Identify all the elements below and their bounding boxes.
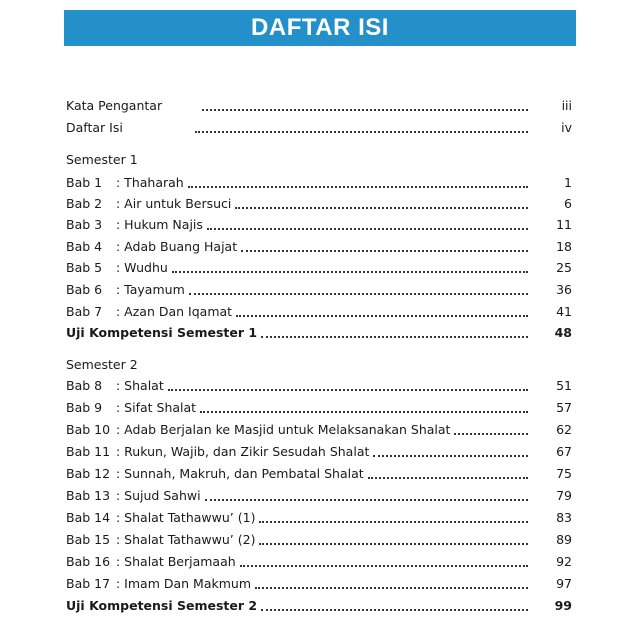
toc-title: Kata Pengantar: [66, 98, 163, 113]
toc-row-bab-8[interactable]: [66, 377, 572, 395]
assessment-title: Uji Kompetensi Semester 1: [66, 325, 258, 340]
chapter-page-number: 92: [556, 554, 572, 569]
dot-leader: [195, 131, 528, 133]
chapter-number: Bab 7: [66, 304, 103, 319]
toc-page-number: iv: [561, 120, 572, 135]
chapter-page-number: 67: [556, 444, 572, 459]
dot-leader: [200, 411, 528, 413]
toc-row-bab-5[interactable]: [66, 259, 572, 277]
dot-leader: [261, 336, 528, 338]
toc-row-bab-11[interactable]: [66, 443, 572, 461]
chapter-number: Bab 11: [66, 444, 111, 459]
dot-leader: [241, 250, 528, 252]
semester-1-heading: Semester 1: [66, 152, 138, 167]
chapter-page-number: 75: [556, 466, 572, 481]
chapter-number: Bab 8: [66, 378, 103, 393]
toc-row-bab-1[interactable]: [66, 174, 572, 192]
chapter-title: : Adab Berjalan ke Masjid untuk Melaksanakan Shalat: [116, 422, 451, 437]
chapter-page-number: 79: [556, 488, 572, 503]
chapter-number: Bab 12: [66, 466, 111, 481]
chapter-title: : Wudhu: [116, 260, 168, 275]
chapter-page-number: 57: [556, 400, 572, 415]
chapter-title: : Sunnah, Makruh, dan Pembatal Shalat: [116, 466, 364, 481]
assessment-page-number: 99: [554, 598, 572, 613]
chapter-number: Bab 5: [66, 260, 103, 275]
chapter-page-number: 11: [556, 217, 572, 232]
toc-title: Daftar Isi: [66, 120, 123, 135]
toc-row-bab-17[interactable]: [66, 575, 572, 593]
chapter-page-number: 97: [556, 576, 572, 591]
chapter-title: : Shalat: [116, 378, 164, 393]
page-title: DAFTAR ISI: [251, 14, 389, 41]
title-banner: [64, 10, 576, 46]
dot-leader: [368, 477, 528, 479]
chapter-number: Bab 6: [66, 282, 103, 297]
chapter-page-number: 51: [556, 378, 572, 393]
dot-leader: [205, 499, 528, 501]
chapter-page-number: 62: [556, 422, 572, 437]
chapter-title: : Adab Buang Hajat: [116, 239, 238, 254]
chapter-title: : Rukun, Wajib, dan Zikir Sesudah Shalat: [116, 444, 370, 459]
chapter-page-number: 83: [556, 510, 572, 525]
chapter-number: Bab 3: [66, 217, 103, 232]
toc-row-bab-15[interactable]: [66, 531, 572, 549]
toc-row-bab-12[interactable]: [66, 465, 572, 483]
toc-page-number: iii: [561, 98, 572, 113]
chapter-title: : Imam Dan Makmum: [116, 576, 251, 591]
toc-row-bab-3[interactable]: [66, 216, 572, 234]
dot-leader: [373, 455, 528, 457]
dot-leader: [454, 433, 528, 435]
dot-leader: [168, 389, 528, 391]
toc-row-bab-14[interactable]: [66, 509, 572, 527]
chapter-title: : Air untuk Bersuci: [116, 196, 232, 211]
chapter-number: Bab 10: [66, 422, 111, 437]
chapter-title: : Shalat Berjamaah: [116, 554, 236, 569]
toc-row-kata-pengantar[interactable]: [66, 97, 572, 115]
toc-row-bab-16[interactable]: [66, 553, 572, 571]
semester-2-heading: Semester 2: [66, 357, 138, 372]
chapter-number: Bab 4: [66, 239, 103, 254]
assessment-title: Uji Kompetensi Semester 2: [66, 598, 258, 613]
chapter-number: Bab 17: [66, 576, 111, 591]
assessment-page-number: 48: [554, 325, 572, 340]
toc-row-bab-13[interactable]: [66, 487, 572, 505]
toc-row-bab-6[interactable]: [66, 281, 572, 299]
chapter-page-number: 18: [556, 239, 572, 254]
toc-row-bab-10[interactable]: [66, 421, 572, 439]
dot-leader: [202, 109, 528, 111]
dot-leader: [207, 228, 528, 230]
chapter-page-number: 6: [564, 196, 572, 211]
chapter-number: Bab 9: [66, 400, 103, 415]
chapter-title: : Hukum Najis: [116, 217, 203, 232]
chapter-title: : Sujud Sahwi: [116, 488, 201, 503]
toc-row-uji-kompetensi-1[interactable]: [66, 324, 572, 342]
dot-leader: [188, 186, 528, 188]
dot-leader: [240, 565, 528, 567]
chapter-page-number: 89: [556, 532, 572, 547]
dot-leader: [261, 609, 528, 611]
chapter-page-number: 1: [564, 175, 572, 190]
chapter-page-number: 41: [556, 304, 572, 319]
chapter-number: Bab 2: [66, 196, 103, 211]
chapter-title: : Sifat Shalat: [116, 400, 197, 415]
chapter-page-number: 36: [556, 282, 572, 297]
dot-leader: [172, 271, 528, 273]
chapter-title: : Shalat Tathawwu’ (1): [116, 510, 256, 525]
toc-row-bab-9[interactable]: [66, 399, 572, 417]
toc-row-daftar-isi[interactable]: [66, 119, 572, 137]
dot-leader: [255, 587, 528, 589]
toc-row-bab-7[interactable]: [66, 303, 572, 321]
chapter-number: Bab 14: [66, 510, 111, 525]
chapter-title: : Azan Dan Iqamat: [116, 304, 233, 319]
dot-leader: [259, 521, 528, 523]
toc-row-bab-4[interactable]: [66, 238, 572, 256]
toc-row-bab-2[interactable]: [66, 195, 572, 213]
chapter-number: Bab 16: [66, 554, 111, 569]
chapter-title: : Thaharah: [116, 175, 184, 190]
dot-leader: [235, 207, 528, 209]
chapter-title: : Tayamum: [116, 282, 185, 297]
dot-leader: [259, 543, 528, 545]
chapter-page-number: 25: [556, 260, 572, 275]
chapter-number: Bab 15: [66, 532, 111, 547]
dot-leader: [236, 315, 528, 317]
toc-row-uji-kompetensi-2[interactable]: [66, 597, 572, 615]
chapter-number: Bab 1: [66, 175, 103, 190]
chapter-title: : Shalat Tathawwu’ (2): [116, 532, 256, 547]
chapter-number: Bab 13: [66, 488, 111, 503]
dot-leader: [189, 293, 528, 295]
